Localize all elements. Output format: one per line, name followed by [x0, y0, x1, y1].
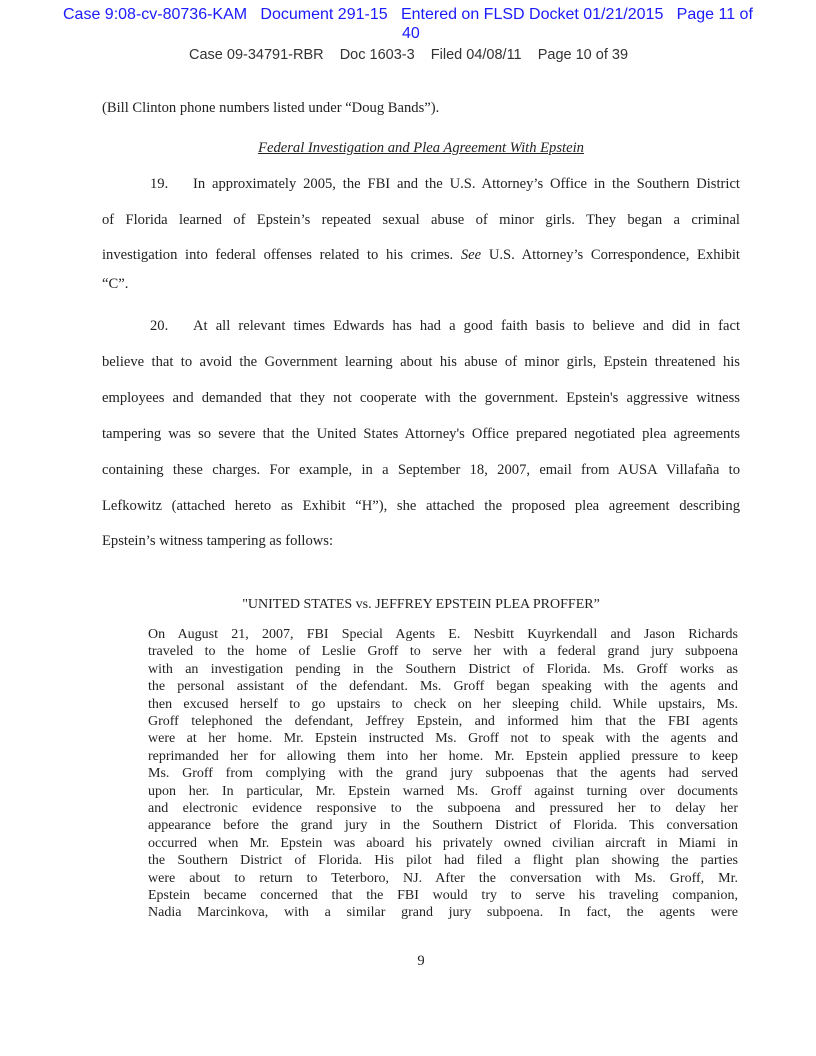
- section-heading: Federal Investigation and Plea Agreement With Epstein: [258, 140, 584, 156]
- court-filing-stamp-continued: 40: [402, 25, 420, 42]
- paragraph-number: 19.: [150, 176, 169, 192]
- quote-title: "UNITED STATES vs. JEFFREY EPSTEIN PLEA PROFFER”: [242, 597, 600, 612]
- quote-line: traveled to the home of Leslie Groff to serve her with a federal grand jury subpoena: [148, 644, 738, 660]
- text-line: employees and demanded that they not cooperate with the government. Epstein's aggressive witness: [102, 390, 740, 406]
- quote-line: the personal assistant of the defendant. Ms. Groff began speaking with the agents and: [148, 679, 738, 695]
- text-line: of Florida learned of Epstein’s repeated sexual abuse of minor girls. They began a criminal: [102, 212, 740, 228]
- quote-line: appearance before the grand jury in the Southern District of Florida. This conversation: [148, 818, 738, 834]
- quote-line: occurred when Mr. Epstein was aboard his privately owned civilian aircraft in Miami in: [148, 835, 738, 851]
- text-line: At all relevant times Edwards has had a good faith basis to believe and did in fact: [193, 318, 740, 334]
- original-case-header: Case 09-34791-RBR Doc 1603-3 Filed 04/08/11 Page 10 of 39: [189, 47, 629, 63]
- quote-line: reprimanded her for allowing them into her home. Mr. Epstein applied pressure to keep: [148, 748, 738, 764]
- quote-line: and electronic evidence responsive to the subpoena and pressured her to delay her: [148, 801, 738, 816]
- quote-line: Nadia Marcinkova, with a similar grand jury subpoena. In fact, the agents were: [148, 905, 738, 921]
- text-line: tampering was so severe that the United States Attorney's Office prepared negotiated plea agreements: [102, 426, 740, 442]
- quote-line: then excused herself to go upstairs to check on her sleeping child. While upstairs, Ms.: [148, 696, 738, 712]
- quote-line: were about to return to Teterboro, NJ. After the conversation with Ms. Groff, Mr.: [148, 870, 738, 886]
- quote-line: with an investigation pending in the Southern District of Florida. Ms. Groff works as: [148, 661, 738, 677]
- paragraph-number: 20.: [150, 318, 169, 334]
- quote-line: On August 21, 2007, FBI Special Agents E. Nesbitt Kuyrkendall and Jason Richards: [148, 627, 738, 642]
- text-line: containing these charges. For example, in a September 18, 2007, email from AUSA Villafaña to: [102, 462, 740, 478]
- text-line: In approximately 2005, the FBI and the U.S. Attorney’s Office in the Southern District: [193, 176, 740, 192]
- intro-line: (Bill Clinton phone numbers listed under “Doug Bands”).: [102, 100, 440, 116]
- text-line: “C”.: [102, 276, 129, 292]
- page-number: 9: [417, 953, 425, 969]
- quote-line: Ms. Groff from complying with the grand jury subpoenas that the agents had served: [148, 766, 738, 782]
- quote-line: were at her home. Mr. Epstein instructed Ms. Groff not to speak with the agents and: [148, 731, 738, 747]
- quote-line: upon her. In particular, Mr. Epstein warned Ms. Groff against turning over documents: [148, 783, 738, 799]
- quote-line: Groff telephoned the defendant, Jeffrey Epstein, and informed him that the FBI agents: [148, 714, 738, 729]
- quote-line: the Southern District of Florida. His pilot had filed a flight plan showing the parties: [148, 853, 738, 869]
- text-line: Lefkowitz (attached hereto as Exhibit “H”), she attached the proposed plea agreement describing: [102, 498, 740, 514]
- quote-line: Epstein became concerned that the FBI would try to serve his traveling companion,: [148, 888, 738, 903]
- text-line: Epstein’s witness tampering as follows:: [102, 533, 334, 549]
- court-filing-stamp: Case 9:08-cv-80736-KAM Document 291-15 Entered on FLSD Docket 01/21/2015 Page 11 of: [63, 6, 753, 23]
- text-line: investigation into federal offenses related to his crimes. See U.S. Attorney’s Correspondence, Exhibit: [102, 247, 740, 263]
- text-line: believe that to avoid the Government learning about his abuse of minor girls, Epstein threatened his: [102, 354, 740, 370]
